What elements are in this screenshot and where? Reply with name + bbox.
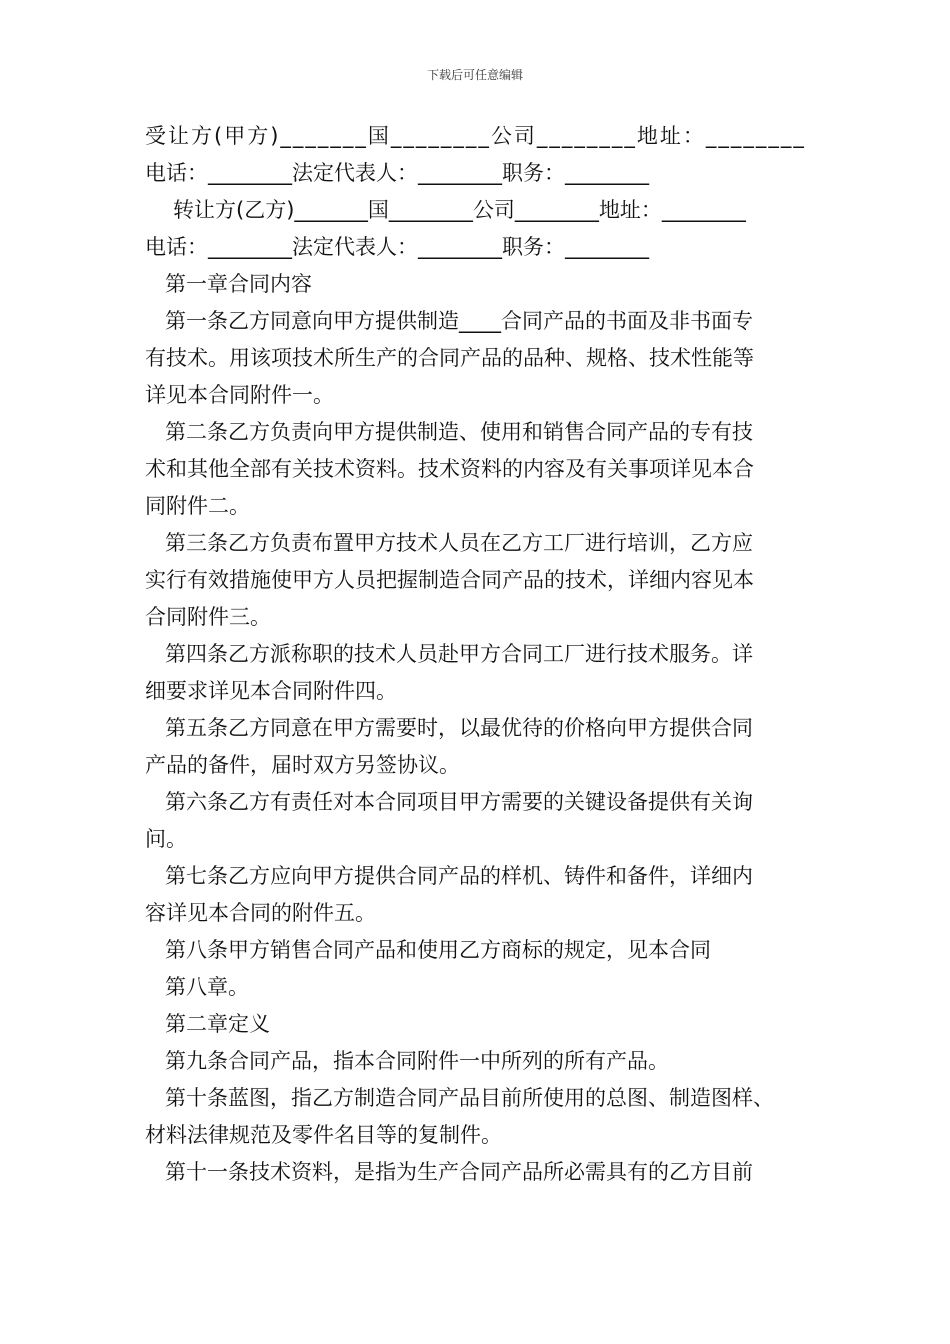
article-line: 第十一条技术资料，是指为生产合同产品所必需具有的乙方目前 — [165, 1160, 753, 1184]
article-line: 第六条乙方有责任对本合同项目甲方需要的关键设备提供有关询 — [165, 790, 753, 814]
article-line: 第二条乙方负责向甲方提供制造、使用和销售合同产品的专有技 — [165, 420, 753, 444]
article-line: 第八条甲方销售合同产品和使用乙方商标的规定，见本合同 — [165, 938, 711, 962]
article-line: 第三条乙方负责布置甲方技术人员在乙方工厂进行培训，乙方应 — [165, 531, 753, 555]
article-line: 同附件二。 — [145, 494, 250, 518]
party-b-line: 转让方(乙方)_______国________公司________地址：________ — [173, 198, 746, 222]
party-a-line: 受让方(甲方)_______国________公司________地址：________ — [145, 124, 806, 148]
article-line: 材料法律规范及零件名目等的复制件。 — [145, 1123, 502, 1147]
chapter-heading: 第一章合同内容 — [165, 272, 312, 296]
article-line: 问。 — [145, 827, 187, 851]
article-line: 第一条乙方同意向甲方提供制造____合同产品的书面及非书面专 — [165, 309, 753, 333]
article-line: 第七条乙方应向甲方提供合同产品的样机、铸件和备件，详细内 — [165, 864, 753, 888]
article-line: 术和其他全部有关技术资料。技术资料的内容及有关事项详见本合 — [145, 457, 754, 481]
article-line: 有技术。用该项技术所生产的合同产品的品种、规格、技术性能等 — [145, 346, 754, 370]
article-line: 细要求详见本合同附件四。 — [145, 679, 397, 703]
party-b-contact-line: 电话：________法定代表人：________职务：________ — [145, 235, 649, 259]
article-line: 第四条乙方派称职的技术人员赴甲方合同工厂进行技术服务。详 — [165, 642, 753, 666]
article-line: 容详见本合同的附件五。 — [145, 901, 376, 925]
article-line: 第五条乙方同意在甲方需要时，以最优待的价格向甲方提供合同 — [165, 716, 753, 740]
party-a-contact-line: 电话：________法定代表人：________职务：________ — [145, 161, 649, 185]
article-line: 实行有效措施使甲方人员把握制造合同产品的技术，详细内容见本 — [145, 568, 754, 592]
article-line: 第九条合同产品，指本合同附件一中所列的所有产品。 — [165, 1049, 669, 1073]
article-line: 第八章。 — [165, 975, 249, 999]
article-line: 产品的备件，届时双方另签协议。 — [145, 753, 460, 777]
article-line: 第十条蓝图，指乙方制造合同产品目前所使用的总图、制造图样、 — [165, 1086, 774, 1110]
chapter-heading: 第二章定义 — [165, 1012, 270, 1036]
article-line: 合同附件三。 — [145, 605, 271, 629]
page-header: 下载后可任意编辑 — [426, 68, 523, 82]
document-body — [145, 118, 815, 1191]
article-line: 详见本合同附件一。 — [145, 383, 334, 407]
